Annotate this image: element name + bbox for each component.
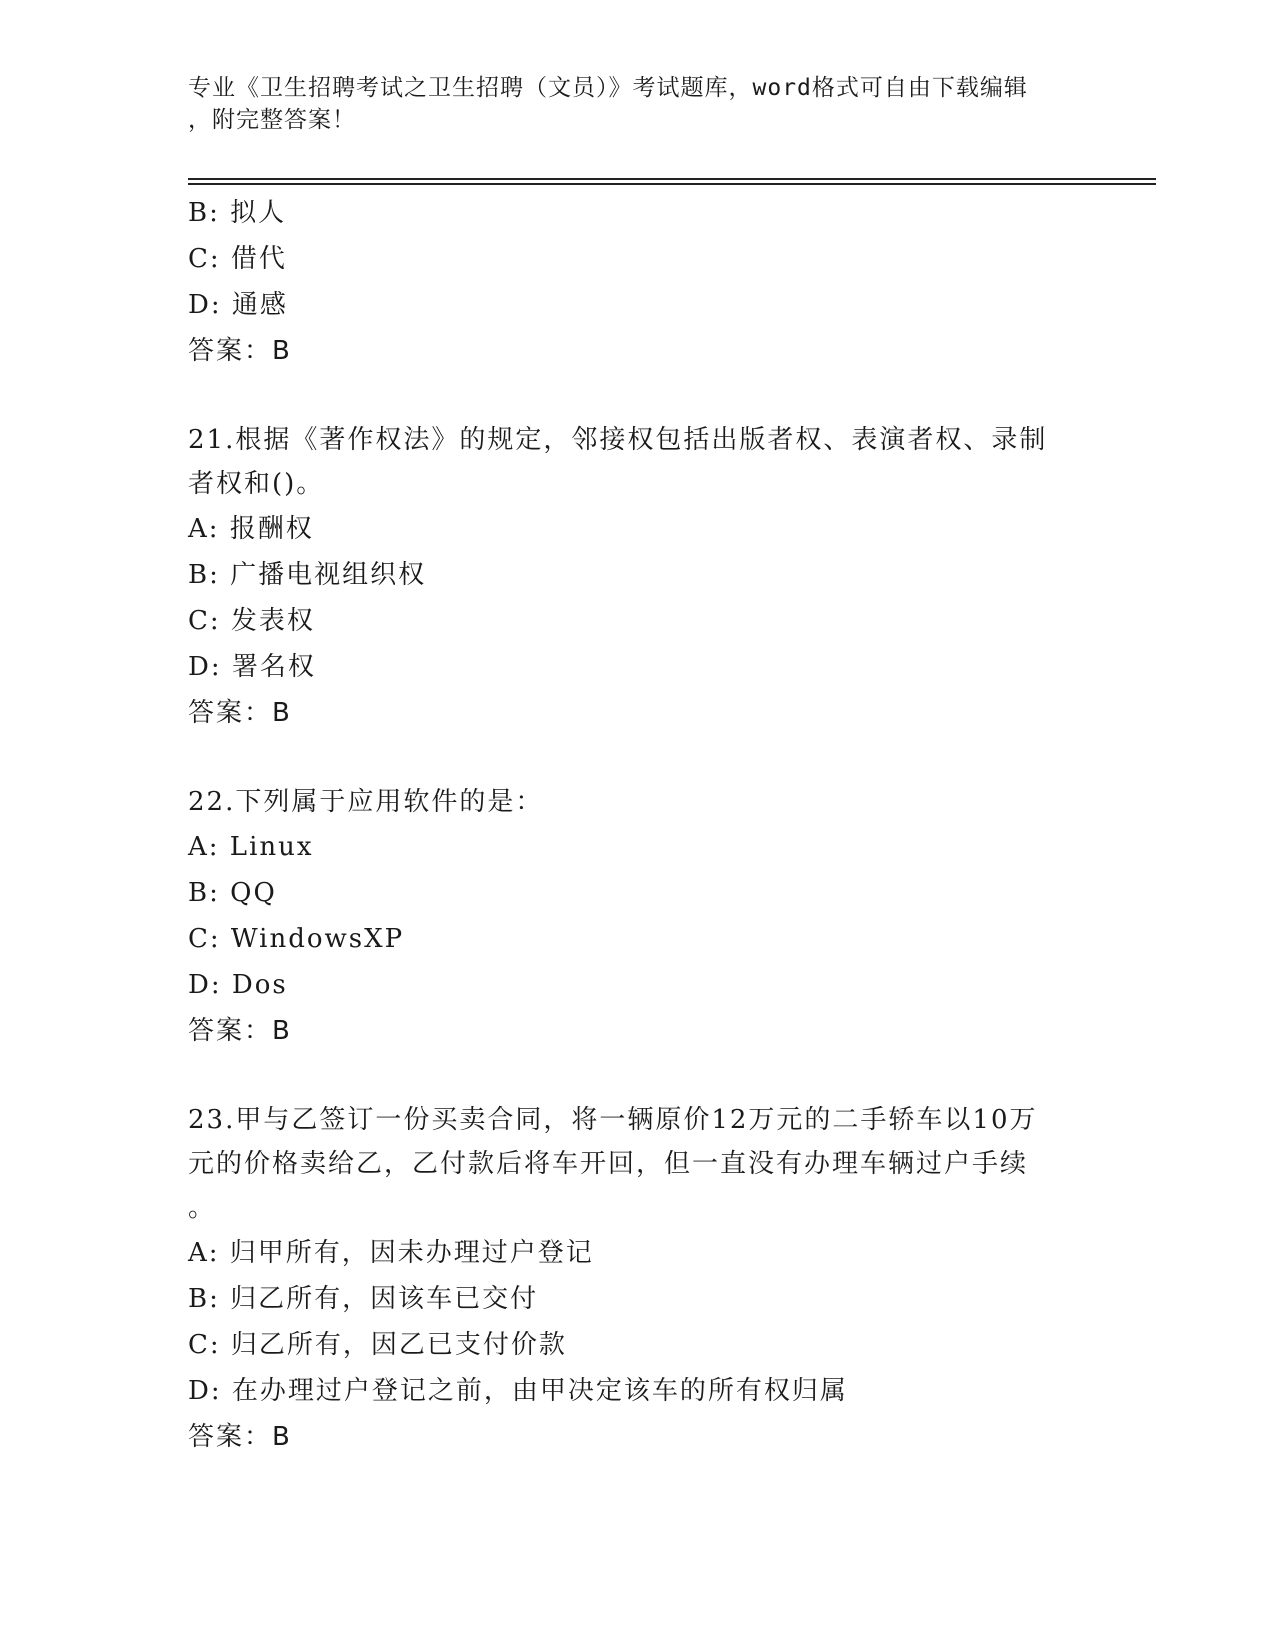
question-22 (188, 780, 1088, 1054)
option-a: A: 归甲所有，因未办理过户登记 (188, 1238, 594, 1268)
option-b: B: QQ (188, 878, 277, 908)
option-b: B: 广播电视组织权 (188, 560, 427, 590)
option-c: C: 发表权 (188, 606, 315, 636)
option-c: C: 归乙所有，因乙已支付价款 (188, 1330, 567, 1360)
option-a: A: Linux (188, 832, 314, 862)
answer: 答案：B (188, 336, 292, 366)
option-d: D: 署名权 (188, 652, 316, 682)
answer: 答案：B (188, 1422, 292, 1452)
answer: 答案：B (188, 1016, 292, 1046)
question-text: 者权和()。 (188, 469, 325, 499)
option-c: C: WindowsXP (188, 924, 405, 954)
question-text: 22.下列属于应用软件的是： (188, 787, 544, 817)
document-header (188, 72, 1068, 136)
spacer (188, 1054, 1088, 1098)
option-a: A: 报酬权 (188, 514, 314, 544)
answer: 答案：B (188, 698, 292, 728)
spacer (188, 374, 1088, 418)
header-rule-top (188, 178, 1156, 180)
question-text: 21.根据《著作权法》的规定，邻接权包括出版者权、表演者权、录制 (188, 425, 1048, 455)
header-line-1: 专业《卫生招聘考试之卫生招聘（文员）》考试题库，word格式可自由下载编辑 (188, 75, 1028, 101)
header-rule-bottom (188, 183, 1156, 185)
question-text: 23.甲与乙签订一份买卖合同，将一辆原价12万元的二手轿车以10万 (188, 1105, 1038, 1135)
option-d: D: 在办理过户登记之前，由甲决定该车的所有权归属 (188, 1376, 848, 1406)
question-content (188, 190, 1088, 1460)
header-line-2: ，附完整答案！ (188, 107, 356, 133)
spacer (188, 736, 1088, 780)
option-c: C: 借代 (188, 244, 287, 274)
question-text: 。 (188, 1193, 217, 1223)
option-d: D: 通感 (188, 290, 288, 320)
option-b: B: 归乙所有，因该车已交付 (188, 1284, 539, 1314)
question-text: 元的价格卖给乙，乙付款后将车开回，但一直没有办理车辆过户手续 (188, 1149, 1029, 1179)
option-b: B: 拟人 (188, 198, 287, 228)
question-21 (188, 418, 1088, 736)
option-d: D: Dos (188, 970, 288, 1000)
carryover-question (188, 190, 1088, 374)
question-23 (188, 1098, 1088, 1460)
